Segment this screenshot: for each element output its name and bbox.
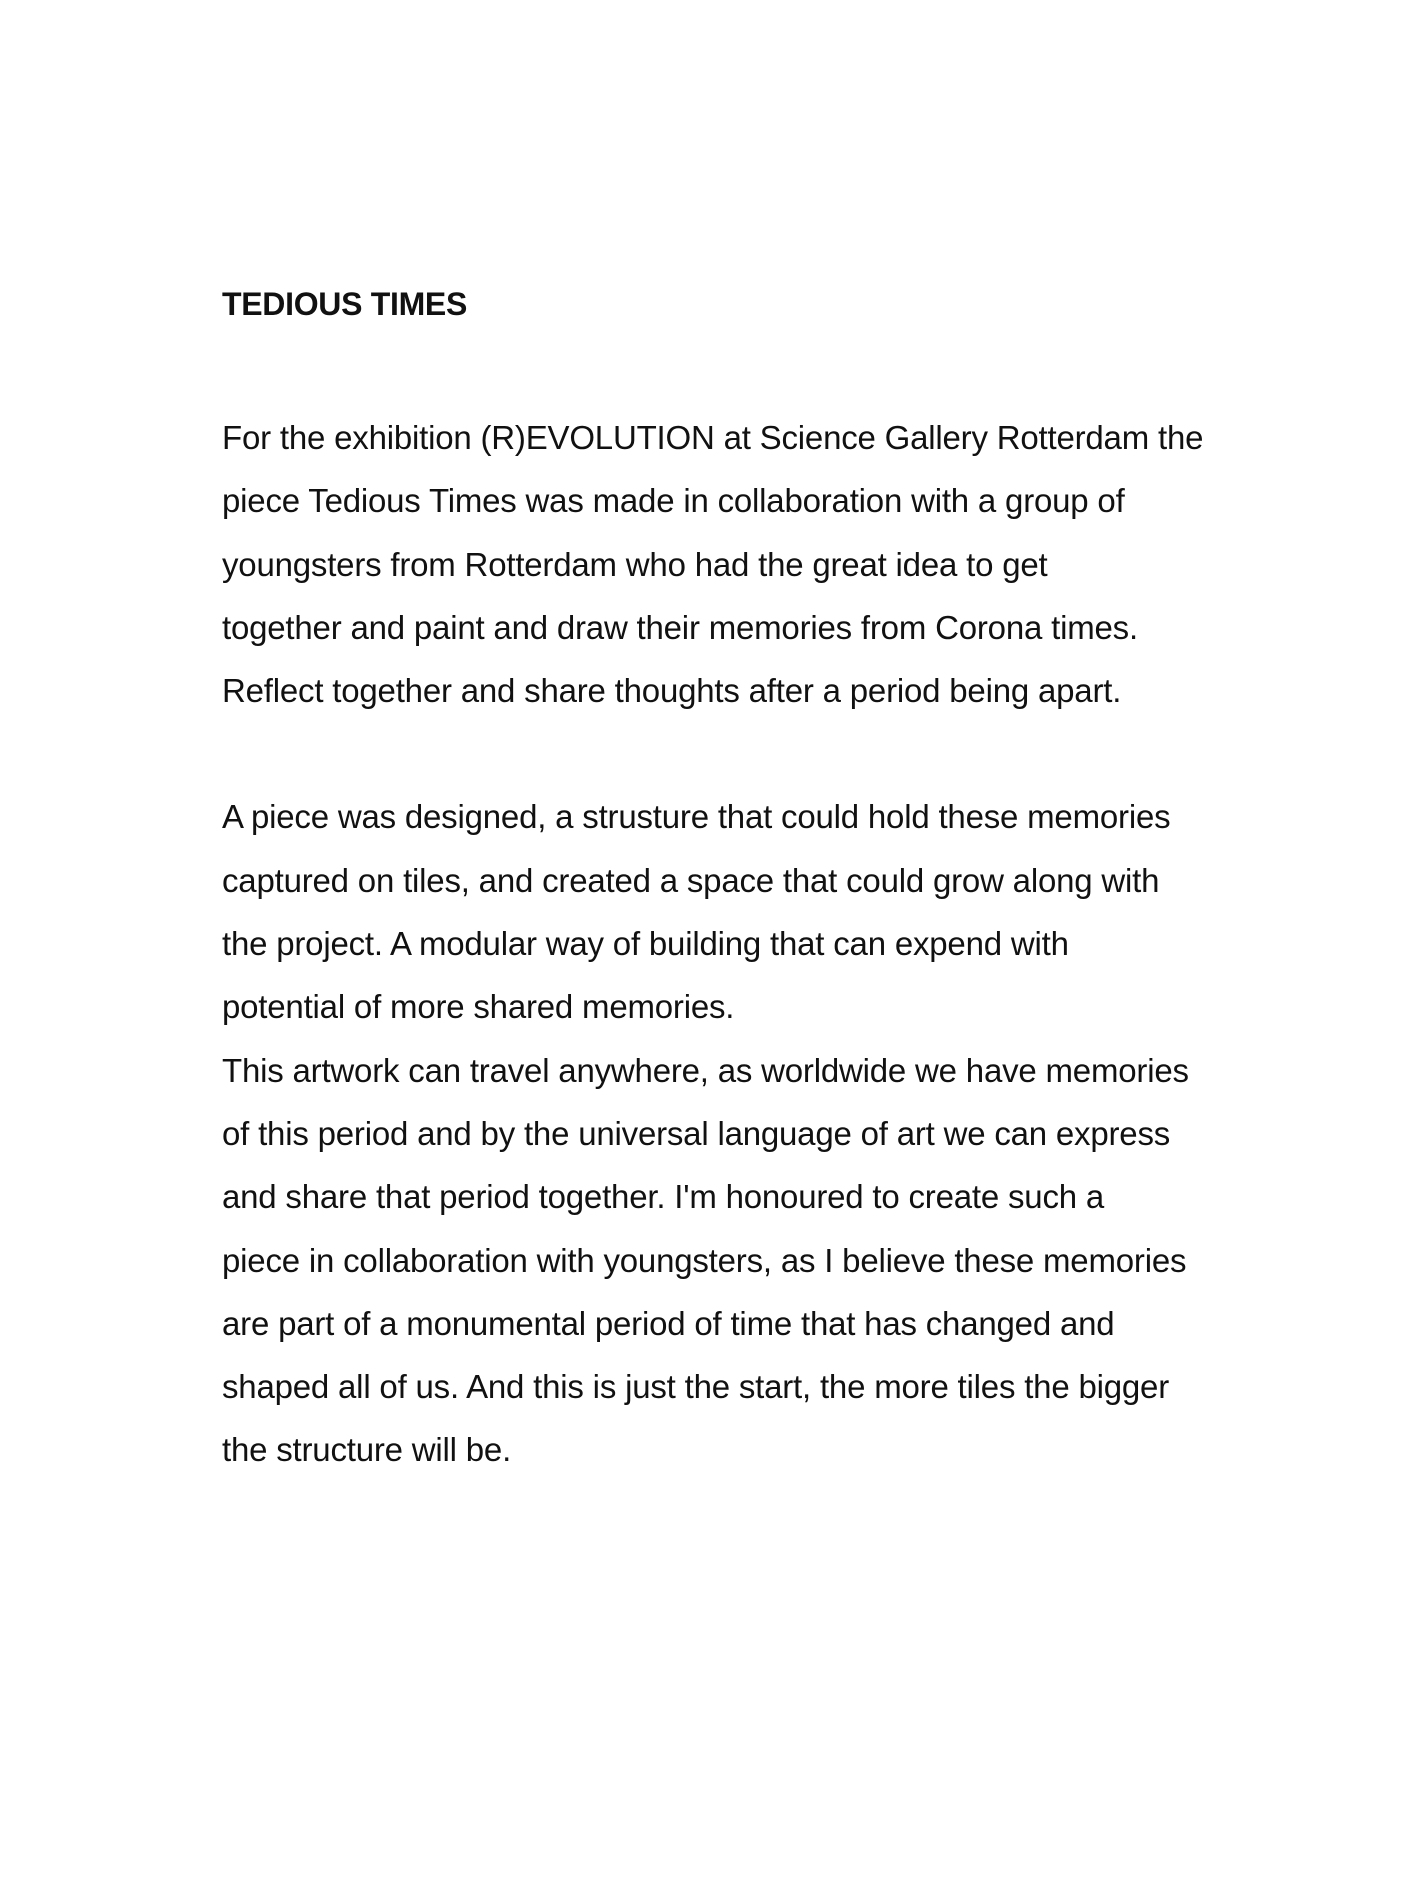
- text-line: youngsters from Rotterdam who had the great idea to get: [222, 545, 1048, 583]
- text-line: piece in collaboration with youngsters, as I believe these memories: [222, 1241, 1187, 1279]
- text-line: shaped all of us. And this is just the start, the more tiles the bigger: [222, 1368, 1169, 1406]
- text-line: This artwork can travel anywhere, as worldwide we have memories: [222, 1051, 1189, 1089]
- text-line: A piece was designed, a strusture that could hold these memories: [222, 798, 1171, 836]
- text-line: of this period and by the universal language of art we can express: [222, 1114, 1171, 1152]
- text-line: potential of more shared memories.: [222, 988, 735, 1026]
- text-line: piece Tedious Times was made in collaboration with a group of: [222, 482, 1125, 520]
- text-line: the structure will be.: [222, 1431, 512, 1469]
- text-line: and share that period together. I'm honoured to create such a: [222, 1178, 1105, 1216]
- paragraph-spacer: [222, 722, 1322, 785]
- document-page: [222, 280, 1322, 1482]
- paragraph-description: [222, 785, 1322, 1481]
- text-line: Reflect together and share thoughts after a period being apart.: [222, 672, 1122, 710]
- text-line: together and paint and draw their memories from Corona times.: [222, 608, 1138, 646]
- paragraph-intro: [222, 406, 1322, 722]
- text-line: the project. A modular way of building that can expend with: [222, 925, 1069, 963]
- text-line: are part of a monumental period of time that has changed and: [222, 1304, 1115, 1342]
- text-line: For the exhibition (R)EVOLUTION at Science Gallery Rotterdam the: [222, 419, 1204, 456]
- document-title: TEDIOUS TIMES: [222, 286, 468, 322]
- text-line: captured on tiles, and created a space that could grow along with: [222, 861, 1160, 899]
